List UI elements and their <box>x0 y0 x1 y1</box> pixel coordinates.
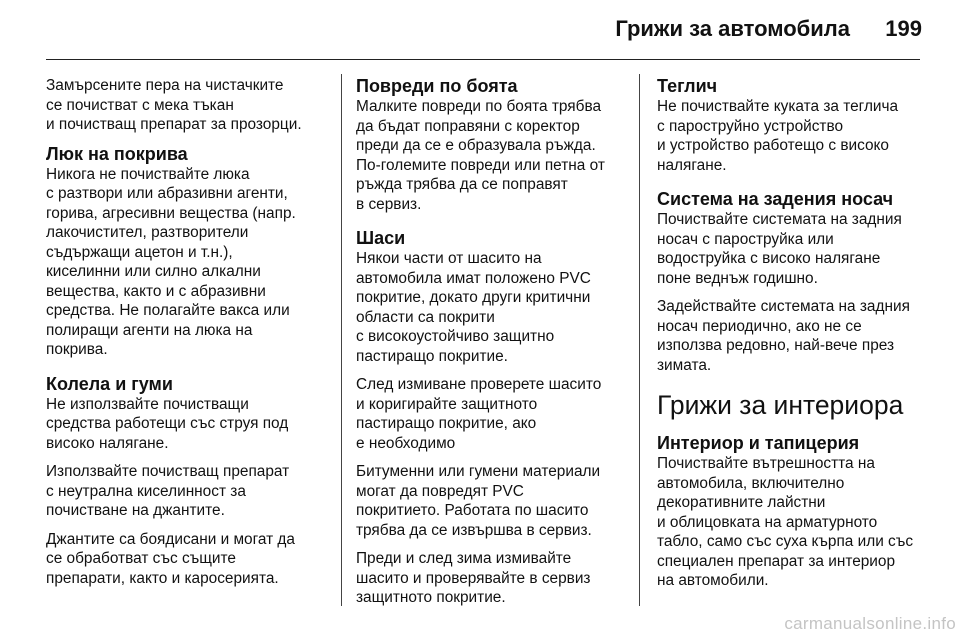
text-line: области са покрити <box>356 308 495 326</box>
text-line: зимата. <box>657 356 712 374</box>
header-rule <box>46 59 920 60</box>
text-line: лакочистител, разтворители <box>46 224 249 241</box>
text-line: се почистват с мека тъкан <box>46 96 234 114</box>
text-line: Преди и след зима измивайте <box>356 550 572 567</box>
text-line: ръжда трябва да се поправят <box>356 176 568 193</box>
text-line: покрива. <box>46 341 108 358</box>
text-line: и коригирайте защитното <box>356 395 538 413</box>
text-line: Не използвайте почистващи <box>46 395 249 413</box>
text-line: киселинни или силно алкални <box>46 263 261 280</box>
wheels-paragraph-2 <box>46 462 336 521</box>
text-line: и устройство работещо с високо <box>657 137 889 154</box>
text-line: покритието. Работата по шасито <box>356 502 589 519</box>
text-line: горива, агресивни вещества (напр. <box>46 204 296 222</box>
text-line: специален препарат за интериор <box>657 552 896 570</box>
section-title-sunroof: Люк на покрива <box>46 143 188 164</box>
text-line: Задействайте системата на задния <box>657 298 910 315</box>
chassis-paragraph-4 <box>356 549 642 608</box>
text-line: е необходимо <box>356 434 456 452</box>
text-line: пастиращо покритие, ако <box>356 415 537 432</box>
wiper-cleaning-paragraph <box>46 76 336 135</box>
text-line: Никога не почиствайте люка <box>46 165 250 183</box>
text-line: налягане. <box>657 156 727 174</box>
section-chassis <box>356 228 642 608</box>
text-line: се обработват със същите <box>46 550 236 567</box>
wheels-paragraph-3 <box>46 530 336 589</box>
text-line: Почиствайте системата на задния <box>657 211 902 228</box>
text-line: препарати, както и каросерията. <box>46 569 279 587</box>
text-line: Джантите са боядисани и могат да <box>46 530 295 548</box>
text-line: средства работещи със струя под <box>46 415 289 432</box>
text-line: защитното покритие. <box>356 589 506 606</box>
text-line: с неутрална киселинност за <box>46 482 246 500</box>
text-line: табло, само със суха кърпа или със <box>657 533 914 550</box>
text-line: поне веднъж годишно. <box>657 269 818 287</box>
rear-carrier-paragraph-1 <box>657 210 927 288</box>
wheels-paragraph-1 <box>46 395 336 454</box>
section-title-wheels: Колела и гуми <box>46 373 173 394</box>
text-line: Битуменни или гумени материали <box>356 463 601 480</box>
text-line: почистване на джантите. <box>46 502 225 519</box>
text-line: високо налягане. <box>46 434 169 452</box>
text-line: и почистващ препарат за прозорци. <box>46 116 302 133</box>
chassis-paragraph-2 <box>356 375 642 453</box>
section-title-interior-upholstery: Интериор и тапицерия <box>657 433 860 453</box>
text-line: пастиращо покритие. <box>356 347 508 365</box>
column-middle <box>356 76 642 622</box>
text-line: носач периодично, ако не се <box>657 317 862 335</box>
section-title-towbar: Теглич <box>657 76 718 96</box>
page-number: 199 <box>885 16 922 41</box>
text-line: и облицовката на арматурното <box>657 513 878 531</box>
text-line: декоративните лайстни <box>657 494 826 511</box>
text-line: средства. Не полагайте вакса или <box>46 302 290 319</box>
text-line: След измиване проверете шасито <box>356 376 602 393</box>
text-line: шасито и проверявайте в сервиз <box>356 569 591 587</box>
text-line: използва редовно, най-вече през <box>657 337 895 354</box>
text-line: Използвайте почистващ препарат <box>46 463 290 480</box>
chassis-paragraph-3 <box>356 462 642 540</box>
chapter-heading-interior-care: Грижи за интериора <box>657 390 904 420</box>
section-rear-carrier <box>657 189 927 375</box>
rear-carrier-paragraph-2 <box>657 297 927 375</box>
section-title-chassis: Шаси <box>356 228 406 248</box>
text-line: Не почиствайте куката за теглича <box>657 98 899 115</box>
text-line: трябва да се извършва в сервиз. <box>356 521 592 539</box>
section-paint-damage <box>356 76 642 214</box>
page-header-title: Грижи за автомобила <box>615 16 850 41</box>
text-line: на автомобили. <box>657 572 769 589</box>
text-line: с високоустойчиво защитно <box>356 328 555 345</box>
section-title-paint-damage: Повреди по боята <box>356 76 518 96</box>
section-wheels <box>46 374 336 589</box>
text-line: вещества, както и с абразивни <box>46 282 266 300</box>
text-line: автомобила имат положено PVC <box>356 269 591 287</box>
towbar-paragraph <box>657 97 927 175</box>
text-line: полиращи агенти на люка на <box>46 321 253 339</box>
text-line: могат да повредят PVC <box>356 482 524 500</box>
text-line: с пароструйно устройство <box>657 117 844 135</box>
column-divider-1 <box>341 74 342 606</box>
text-line: автомобила, включително <box>657 474 845 492</box>
watermark: carmanualsonline.info <box>784 614 956 633</box>
text-line: да бъдат поправяни с коректор <box>356 117 580 135</box>
text-line: Почиствайте вътрешността на <box>657 455 875 472</box>
column-left <box>46 76 336 602</box>
paint-paragraph <box>356 97 642 214</box>
sunroof-paragraph <box>46 165 336 360</box>
section-sunroof <box>46 144 336 360</box>
text-line: покритие, докато други критични <box>356 289 591 306</box>
text-line: съдържащи ацетон и т.н.), <box>46 243 233 261</box>
section-towbar <box>657 76 927 175</box>
text-line: носач с пароструйка или <box>657 230 834 248</box>
text-line: По-големите повреди или петна от <box>356 156 605 174</box>
section-title-rear-carrier: Система на задения носач <box>657 189 894 209</box>
interior-paragraph <box>657 454 927 591</box>
text-line: водоструйка с високо налягане <box>657 250 881 267</box>
text-line: в сервиз. <box>356 195 422 213</box>
chassis-paragraph-1 <box>356 249 642 366</box>
text-line: Малките повреди по боята трябва <box>356 98 602 115</box>
text-line: Замърсените пера на чистачките <box>46 77 284 94</box>
text-line: преди да се е образувала ръжда. <box>356 137 596 154</box>
text-line: с разтвори или абразивни агенти, <box>46 185 288 202</box>
column-right <box>657 76 927 605</box>
section-interior-upholstery <box>657 433 927 591</box>
text-line: Някои части от шасито на <box>356 250 542 267</box>
